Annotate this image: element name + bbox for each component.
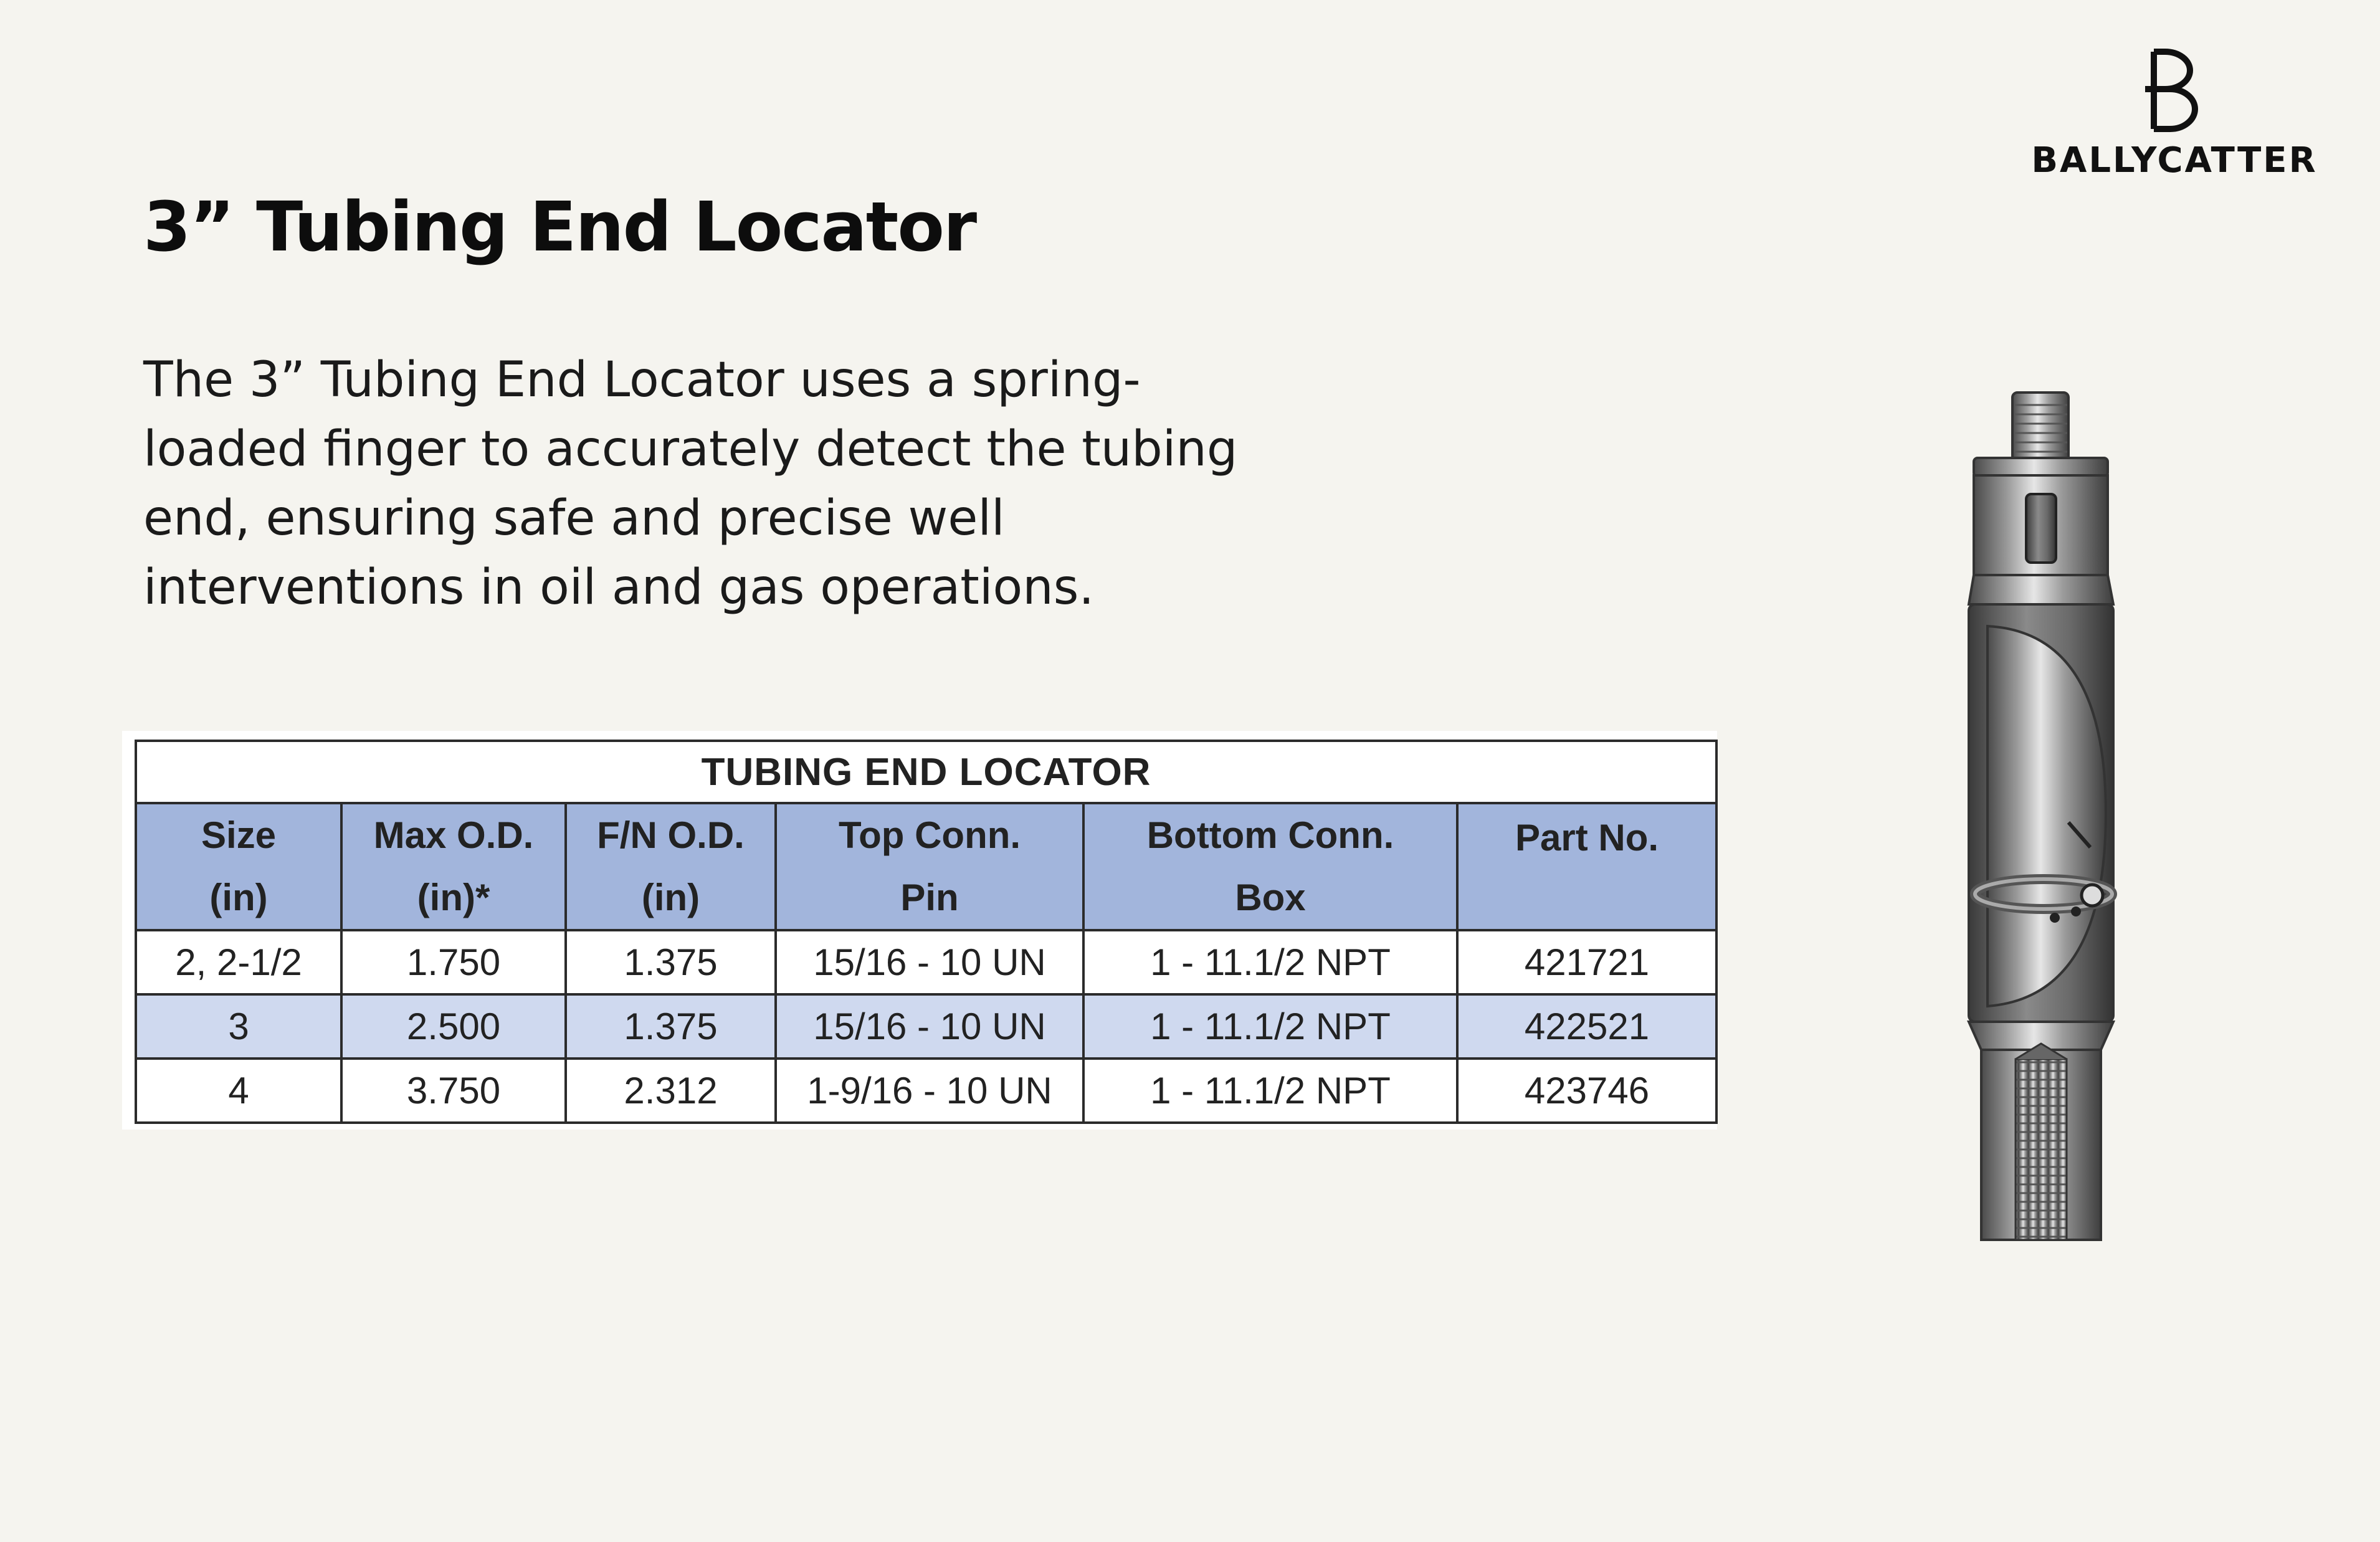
- header-line-1: Bottom Conn.: [1146, 814, 1394, 856]
- brand-logo: [2025, 47, 2324, 184]
- header-line-1: Part No.: [1515, 817, 1659, 859]
- column-header-fn-od: [566, 803, 776, 930]
- column-header-bottom-conn: [1083, 803, 1457, 930]
- spec-table-panel: [122, 731, 1717, 1130]
- cell-size: 4: [136, 1059, 341, 1123]
- table-row: [136, 994, 1716, 1059]
- table-row: [136, 930, 1716, 994]
- cell-fn-od: 2.312: [566, 1059, 776, 1123]
- product-description: The 3” Tubing End Locator uses a spring-loaded finger to accurately detect the tubing end, ensuring safe and precise well interventions in oil and gas operations.: [143, 352, 1238, 616]
- cell-part-no: 421721: [1457, 930, 1716, 994]
- page-title: 3” Tubing End Locator: [143, 187, 976, 267]
- cell-max-od: 1.750: [341, 930, 566, 994]
- cell-bottom-conn: 1 - 11.1/2 NPT: [1083, 1059, 1457, 1123]
- spec-table: [135, 740, 1718, 1124]
- cell-top-conn: 15/16 - 10 UN: [776, 994, 1083, 1059]
- cell-top-conn: 1-9/16 - 10 UN: [776, 1059, 1083, 1123]
- cell-top-conn: 15/16 - 10 UN: [776, 930, 1083, 994]
- header-line-1: Max O.D.: [373, 814, 534, 856]
- table-header-row: [136, 803, 1716, 930]
- column-header-max-od: [341, 803, 566, 930]
- b-monogram-icon: [2140, 47, 2209, 134]
- column-header-part-no: [1457, 803, 1716, 930]
- column-header-top-conn: [776, 803, 1083, 930]
- cell-part-no: 423746: [1457, 1059, 1716, 1123]
- cell-fn-od: 1.375: [566, 930, 776, 994]
- header-line-2: Pin: [900, 877, 959, 918]
- table-caption-row: [136, 741, 1716, 803]
- cell-max-od: 2.500: [341, 994, 566, 1059]
- cell-bottom-conn: 1 - 11.1/2 NPT: [1083, 994, 1457, 1059]
- table-row: [136, 1059, 1716, 1123]
- header-line-1: Size: [201, 814, 277, 856]
- column-header-size: [136, 803, 341, 930]
- cell-part-no: 422521: [1457, 994, 1716, 1059]
- brand-name: BALLYCATTER: [2031, 140, 2318, 181]
- cell-size: 3: [136, 994, 341, 1059]
- table-caption: TUBING END LOCATOR: [136, 741, 1716, 803]
- cell-max-od: 3.750: [341, 1059, 566, 1123]
- header-line-2: (in)*: [417, 877, 490, 918]
- tubing-end-locator-tool-illustration: [1919, 383, 2156, 1243]
- header-line-2: Box: [1235, 877, 1306, 918]
- header-line-1: Top Conn.: [838, 814, 1021, 856]
- header-line-1: F/N O.D.: [597, 814, 745, 856]
- cell-bottom-conn: 1 - 11.1/2 NPT: [1083, 930, 1457, 994]
- header-line-2: (in): [209, 877, 268, 918]
- cell-fn-od: 1.375: [566, 994, 776, 1059]
- header-line-2: (in): [641, 877, 700, 918]
- cell-size: 2, 2-1/2: [136, 930, 341, 994]
